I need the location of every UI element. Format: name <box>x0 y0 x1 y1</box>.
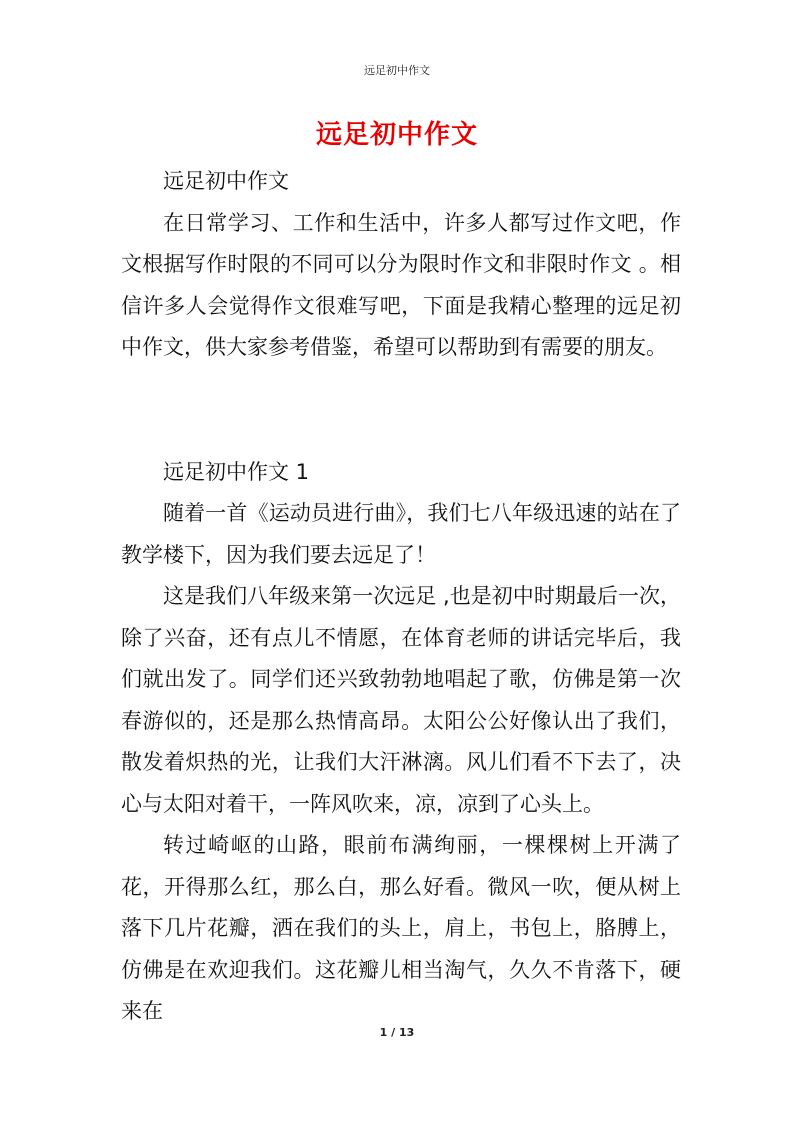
paragraph: 这是我们八年级来第一次远足 ,也是初中时期最后一次，除了兴奋，还有点儿不情愿，在体育老师的讲话完毕后，我们就出发了。同学们还兴致勃勃地唱起了歌，仿佛是第一次春游似的，还是那么热情高昂。太阳公公好像认出了我们，散发着炽热的光，让我们大汗淋漓。风儿们看不下去了，决心与太阳对着干，一阵风吹来，凉，凉到了心头上。 <box>121 584 681 816</box>
paragraph: 随着一首《运动员进行曲》，我们七八年级迅速的站在了教学楼下，因为我们要去远足了！ <box>121 501 681 567</box>
section-heading: 远足初中作文 1 <box>163 459 310 484</box>
running-header: 远足初中作文 <box>364 64 430 77</box>
document-body <box>121 161 681 1033</box>
document-title: 远足初中作文 <box>315 120 478 150</box>
paragraph: 转过崎岖的山路，眼前布满绚丽，一棵棵树上开满了花，开得那么红，那么白，那么好看。微风一吹，便从树上落下几片花瓣，洒在我们的头上，肩上，书包上，胳膊上，仿佛是在欢迎我们。这花瓣儿相当淘气，久久不肯落下，硬来在 <box>121 833 681 1023</box>
page-number: 1 / 13 <box>379 1026 415 1039</box>
paragraph-subtitle: 远足初中作文 <box>163 169 289 193</box>
paragraph-intro: 在日常学习、工作和生活中，许多人都写过作文吧，作文根据写作时限的不同可以分为限时作文和非限时作文 。相信许多人会觉得作文很难写吧，下面是我精心整理的远足初中作文，供大家参考借鉴，希望可以帮助到有需要的朋友。 <box>121 210 681 359</box>
